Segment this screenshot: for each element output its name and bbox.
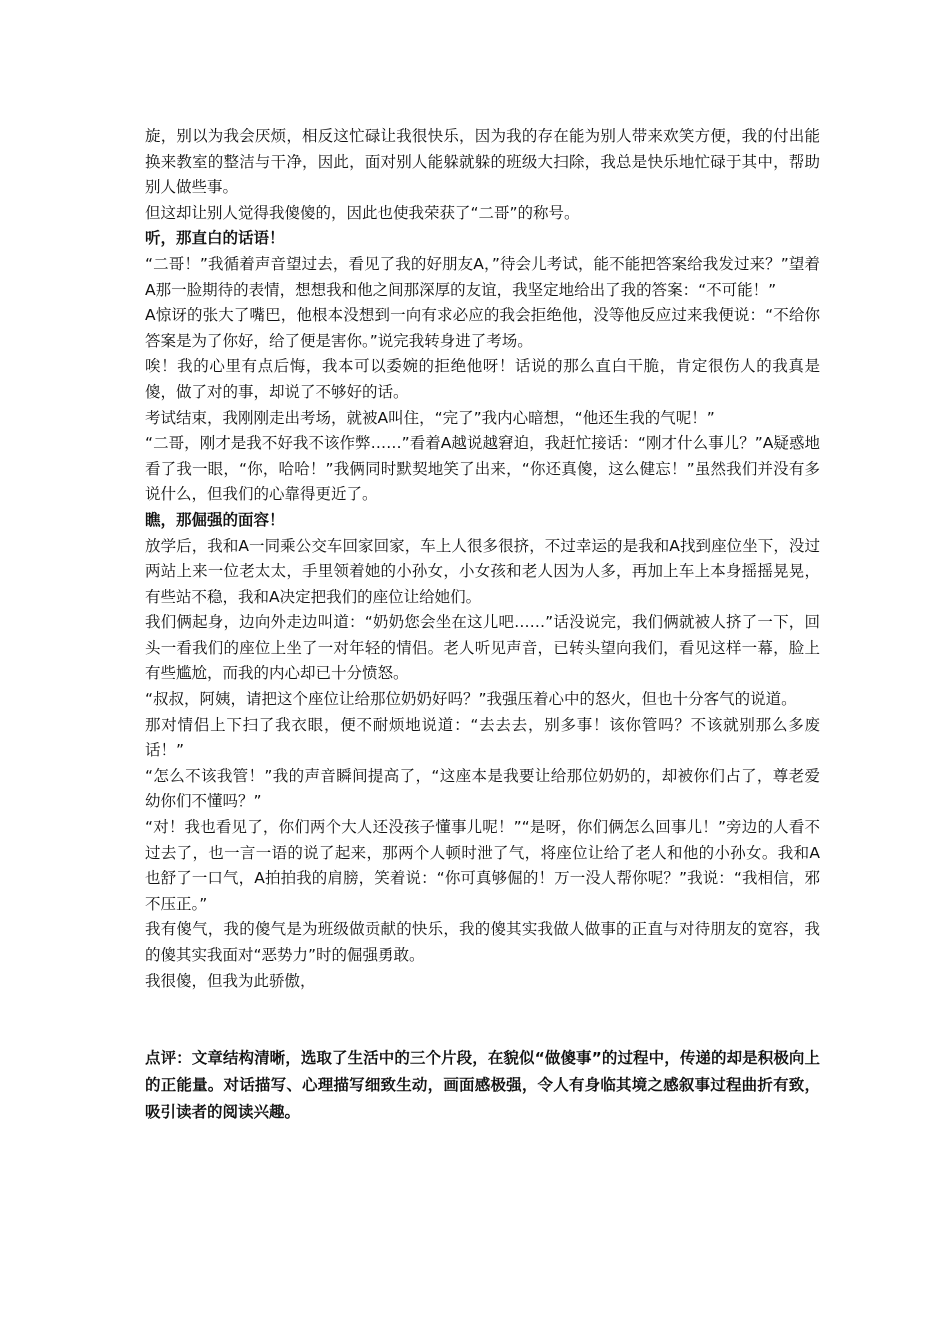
paragraph: A惊讶的张大了嘴巴，他根本没想到一向有求必应的我会拒绝他，没等他反应过来我便说：“不给你答案是为了你好，给了便是害你。”说完我转身进了考场。 <box>145 306 820 350</box>
paragraph: 我有傻气，我的傻气是为班级做贡献的快乐，我的傻其实我做人做事的正直与对待朋友的宽容，我的傻其实我面对“恶势力”时的倔强勇敢。 <box>145 920 820 964</box>
paragraph: 我们俩起身，边向外走边叫道：“奶奶您会坐在这儿吧……”话没说完，我们俩就被人挤了一下，回头一看我们的座位上坐了一对年轻的情侣。老人听见声音，已转头望向我们，看见这样一幕，脸上有些尴尬，而我的内心却已十分愤怒。 <box>145 613 820 683</box>
paragraph: 那对情侣上下扫了我衣眼，便不耐烦地说道：“去去去，别多事！该你管吗？不该就别那么多废话！” <box>145 715 820 760</box>
paragraph: “对！我也看见了，你们两个大人还没孩子懂事儿呢！”“是呀，你们俩怎么回事儿！”旁边的人看不过去了，也一言一语的说了起来，那两个人顿时泄了气，将座位让给了老人和他的小孙女。我和A也舒了一口气，A拍拍我的肩膀，笑着说：“你可真够倔的！万一没人帮你呢？”我说：“我相信，邪不压正。” <box>145 818 820 913</box>
paragraph: “二哥！”我循着声音望过去，看见了我的好朋友A，”待会儿考试，能不能把答案给我发过来？”望着A那一脸期待的表情，想想我和他之间那深厚的友谊，我坚定地给出了我的答案：“不可能！” <box>145 254 820 299</box>
paragraph: 放学后，我和A一同乘公交车回家回家，车上人很多很挤，不过幸运的是我和A找到座位坐下，没过两站上来一位老太太，手里领着她的小孙女，小女孩和老人因为人多，再加上车上本身摇摇晃晃，有些站不稳，我和A决定把我们的座位让给她们。 <box>145 536 820 606</box>
paragraph: 旋，别以为我会厌烦，相反这忙碌让我很快乐，因为我的存在能为别人带来欢笑方便，我的付出能换来教室的整洁与干净，因此，面对别人能躲就躲的班级大扫除，我总是快乐地忙碌于其中，帮助别人做些事。 <box>145 127 820 197</box>
paragraph: 但这却让别人觉得我傻傻的，因此也使我荣获了“二哥”的称号。 <box>145 203 580 222</box>
paragraph: “叔叔，阿姨，请把这个座位让给那位奶奶好吗？”我强压着心中的怒火，但也十分客气的说道。 <box>145 690 797 709</box>
paragraph: “二哥，刚才是我不好我不该作弊……”看着A越说越窘迫，我赶忙接话：“刚才什么事儿？”A疑惑地看了我一眼，“你，哈哈！”我俩同时默契地笑了出来，“你还真傻，这么健忘！”虽然我们并没有多说什么，但我们的心靠得更近了。 <box>145 434 820 504</box>
paragraph: 我很傻，但我为此骄傲， <box>145 971 316 990</box>
teacher-comment: 点评：文章结构清晰，选取了生活中的三个片段，在貌似“做傻事”的过程中，传递的却是积极向上的正能量。对话描写、心理描写细致生动，画面感极强，令人有身临其境之感叙事过程曲折有致，吸引读者的阅读兴趣。 <box>145 1049 820 1122</box>
blank-space <box>145 994 820 1045</box>
paragraph: 唉！我的心里有点后悔，我本可以委婉的拒绝他呀！话说的那么直白干脆，肯定很伤人的我真是傻，做了对的事，却说了不够好的话。 <box>145 357 820 401</box>
paragraph: “怎么不该我管！”我的声音瞬间提高了，“这座本是我要让给那位奶奶的，却被你们占了，尊老爱幼你们不懂吗？” <box>145 766 820 811</box>
paragraph: 考试结束，我刚刚走出考场，就被A叫住，“完了”我内心暗想，“他还生我的气呢！” <box>145 408 715 427</box>
section-heading-look: 瞧，那倔强的面容！ <box>145 510 285 529</box>
essay-body <box>145 124 820 1126</box>
section-heading-listen: 听，那直白的话语！ <box>145 229 285 248</box>
